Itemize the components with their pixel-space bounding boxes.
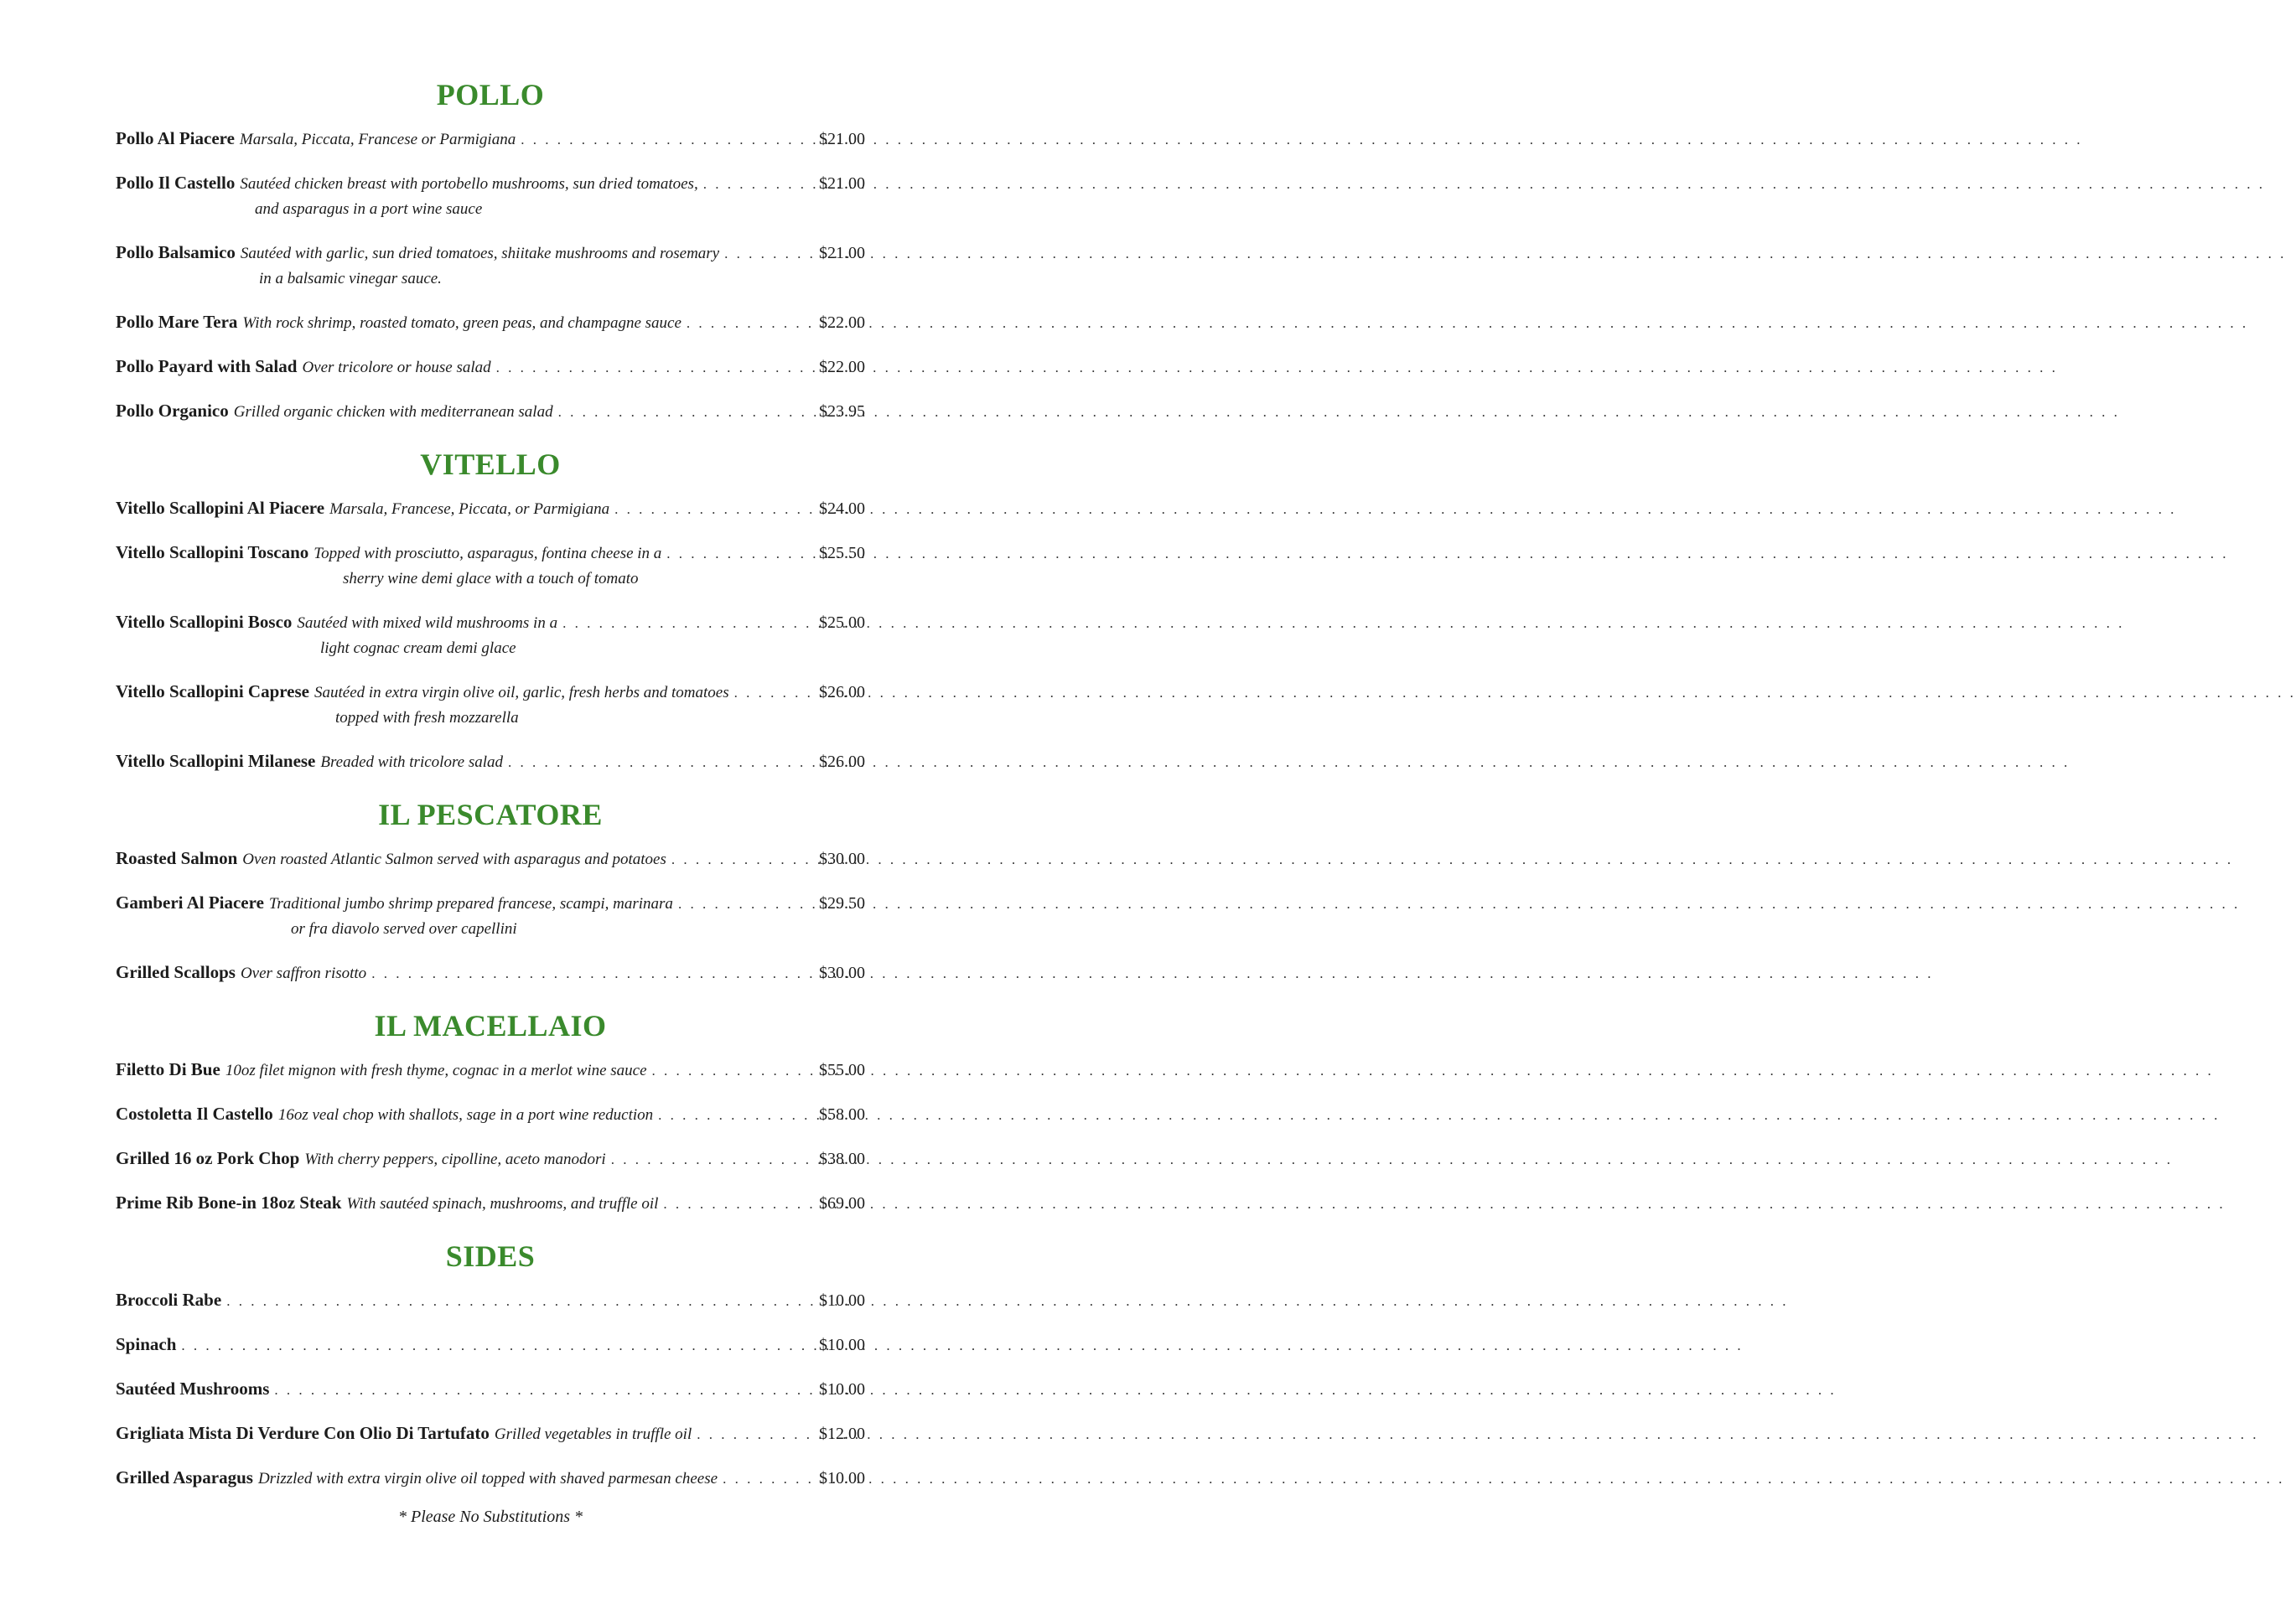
menu-item: [116, 1465, 865, 1492]
item-price: $21.00: [819, 244, 865, 262]
menu-item: [116, 846, 865, 872]
menu-item: [116, 354, 865, 380]
item-description: Sautéed with garlic, sun dried tomatoes, shiitake mushrooms and rosemary: [240, 245, 720, 262]
menu-item: [116, 398, 865, 425]
dot-leader: [181, 1333, 816, 1358]
item-name: Vitello Scallopini Milanese: [116, 751, 316, 771]
item-price: $25.50: [819, 544, 865, 562]
item-price: $38.00: [819, 1150, 865, 1168]
item-name: Pollo Al Piacere: [116, 128, 235, 148]
section-vitello: [116, 447, 865, 775]
section-il-macellaio: [116, 1008, 865, 1217]
dot-leader: [508, 750, 816, 775]
footer-note: * Please No Substitutions *: [398, 1508, 583, 1526]
dot-leader: [666, 541, 816, 567]
menu-item: [116, 495, 865, 522]
menu-item: [116, 679, 865, 731]
item-description-continued: and asparagus in a port wine sauce: [255, 200, 483, 218]
item-price: $26.00: [819, 683, 865, 701]
item-name: Prime Rib Bone-in 18oz Steak: [116, 1193, 342, 1213]
item-description-continued: in a balsamic vinegar sauce.: [259, 270, 442, 287]
section-il-pescatore: [116, 797, 865, 986]
item-price: $21.00: [819, 130, 865, 148]
item-price: $26.00: [819, 753, 865, 771]
item-description: Grilled vegetables in truffle oil: [494, 1425, 692, 1443]
item-description: 10oz filet mignon with fresh thyme, cognac in a merlot wine sauce: [225, 1062, 647, 1079]
item-description: Oven roasted Atlantic Salmon served with asparagus and potatoes: [242, 851, 666, 868]
dot-leader: [558, 400, 816, 425]
item-description: Over tricolore or house salad: [302, 359, 491, 376]
item-name: Grilled 16 oz Pork Chop: [116, 1148, 300, 1168]
dot-leader: [562, 611, 816, 636]
section-title: SIDES: [445, 1239, 536, 1273]
dot-leader: [671, 847, 816, 872]
menu-item: [116, 1146, 865, 1172]
item-description: With rock shrimp, roasted tomato, green peas, and champagne sauce: [242, 314, 682, 332]
item-name: Grilled Scallops: [116, 962, 236, 982]
menu-item: [116, 960, 865, 986]
item-price: $21.00: [819, 174, 865, 193]
item-description: Marsala, Piccata, Francese or Parmigiana: [239, 131, 516, 148]
item-description: Breaded with tricolore salad: [320, 753, 503, 771]
item-price: $30.00: [819, 850, 865, 868]
menu-item: [116, 309, 865, 336]
item-name: Spinach: [116, 1334, 177, 1354]
section-pollo: [116, 77, 865, 425]
item-price: $29.50: [819, 894, 865, 913]
item-description: Over saffron risotto: [240, 965, 367, 982]
menu-item: [116, 1376, 865, 1403]
item-description: Sautéed chicken breast with portobello mushrooms, sun dried tomatoes,: [240, 175, 698, 193]
dot-leader: [614, 497, 816, 522]
item-name: Pollo Organico: [116, 401, 229, 421]
item-name: Pollo Il Castello: [116, 173, 236, 193]
item-description: Traditional jumbo shrimp prepared francese, scampi, marinara: [268, 895, 673, 913]
dot-leader: [658, 1103, 816, 1128]
item-name: Pollo Balsamico: [116, 242, 236, 262]
dot-leader: [371, 961, 816, 986]
item-name: Vitello Scallopini Bosco: [116, 612, 293, 632]
item-price: $23.95: [819, 402, 865, 421]
section-title: IL MACELLAIO: [374, 1009, 607, 1042]
item-price: $22.00: [819, 358, 865, 376]
dot-leader: [724, 241, 816, 266]
item-description: With sautéed spinach, mushrooms, and truffle oil: [346, 1195, 659, 1213]
item-price: $30.00: [819, 964, 865, 982]
item-description: Sautéed in extra virgin olive oil, garlic, fresh herbs and tomatoes: [314, 684, 729, 701]
item-description: Sautéed with mixed wild mushrooms in a: [297, 614, 558, 632]
menu-item: [116, 1287, 865, 1314]
item-price: $12.00: [819, 1425, 865, 1443]
item-name: Roasted Salmon: [116, 848, 238, 868]
dot-leader: [611, 1147, 816, 1172]
dot-leader: [521, 127, 816, 153]
menu-item: [116, 240, 865, 292]
section-title: IL PESCATORE: [378, 798, 603, 831]
item-description: Topped with prosciutto, asparagus, fontina cheese in a: [314, 545, 662, 562]
menu-item: [116, 540, 865, 592]
item-name: Filetto Di Bue: [116, 1059, 220, 1079]
item-name: Pollo Mare Tera: [116, 312, 238, 332]
item-name: Costoletta Il Castello: [116, 1104, 273, 1124]
item-price: $22.00: [819, 313, 865, 332]
dot-leader: [687, 311, 816, 336]
section-title: POLLO: [436, 78, 545, 111]
item-name: Vitello Scallopini Al Piacere: [116, 498, 325, 518]
menu-item: [116, 609, 865, 661]
menu-item: [116, 890, 865, 942]
menu-item: [116, 1420, 865, 1447]
item-price: $25.00: [819, 613, 865, 632]
dot-leader: [703, 172, 816, 197]
menu-item: [116, 1332, 865, 1358]
dot-leader: [226, 1289, 816, 1314]
item-description: Grilled organic chicken with mediterranean salad: [233, 403, 553, 421]
dot-leader: [663, 1192, 816, 1217]
item-price: $10.00: [819, 1291, 865, 1310]
item-name: Gamberi Al Piacere: [116, 892, 264, 913]
menu-item: [116, 1057, 865, 1084]
dot-leader: [697, 1422, 816, 1447]
item-name: Vitello Scallopini Caprese: [116, 681, 309, 701]
item-description-continued: topped with fresh mozzarella: [335, 709, 519, 727]
menu-page: [116, 77, 865, 1527]
item-name: Grigliata Mista Di Verdure Con Olio Di Tartufato: [116, 1423, 490, 1443]
dot-leader: [652, 1058, 816, 1084]
item-price: $10.00: [819, 1469, 865, 1487]
item-description-continued: or fra diavolo served over capellini: [291, 920, 517, 938]
item-description: Marsala, Francese, Piccata, or Parmigiana: [329, 500, 610, 518]
section-title: VITELLO: [420, 448, 561, 481]
dot-leader: [496, 355, 816, 380]
item-name: Vitello Scallopini Toscano: [116, 542, 309, 562]
item-price: $69.00: [819, 1194, 865, 1213]
dot-leader: [734, 680, 816, 706]
item-price: $58.00: [819, 1105, 865, 1124]
menu-item: [116, 126, 865, 153]
item-name: Grilled Asparagus: [116, 1467, 253, 1487]
dot-leader: [723, 1467, 816, 1492]
item-price: $10.00: [819, 1336, 865, 1354]
item-description: 16oz veal chop with shallots, sage in a port wine reduction: [277, 1106, 654, 1124]
menu-item: [116, 1190, 865, 1217]
menu-item: [116, 170, 865, 222]
item-price: $10.00: [819, 1380, 865, 1399]
item-price: $24.00: [819, 499, 865, 518]
dot-leader: [678, 892, 816, 917]
item-name: Sautéed Mushrooms: [116, 1379, 270, 1399]
item-description: With cherry peppers, cipolline, aceto manodori: [304, 1151, 606, 1168]
item-name: Broccoli Rabe: [116, 1290, 222, 1310]
section-sides: [116, 1239, 865, 1492]
dot-leader: [274, 1378, 816, 1403]
item-price: $55.00: [819, 1061, 865, 1079]
menu-item: [116, 1101, 865, 1128]
item-description-continued: light cognac cream demi glace: [320, 639, 516, 657]
item-description: Drizzled with extra virgin olive oil topped with shaved parmesan cheese: [257, 1470, 718, 1487]
item-description-continued: sherry wine demi glace with a touch of tomato: [343, 570, 639, 587]
item-name: Pollo Payard with Salad: [116, 356, 298, 376]
menu-item: [116, 748, 865, 775]
